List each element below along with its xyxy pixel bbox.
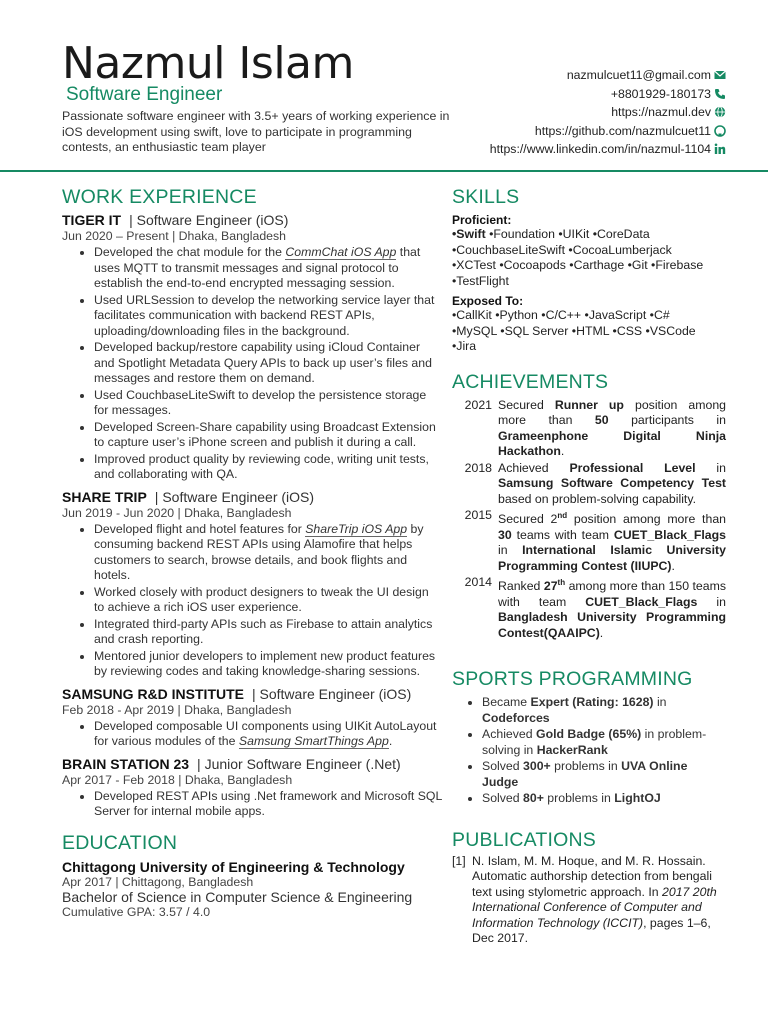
header-divider <box>0 170 768 172</box>
sports-list <box>452 695 722 807</box>
sports-item: • Became Expert (Rating: 1628) in Codeforces <box>482 695 722 726</box>
achievement-item: 2014 Ranked 27th among more than 150 teams with team CUET_Black_Flags in Bangladesh University Programming Contest(QAAIPC). <box>452 575 726 642</box>
job-bullet: • Developed flight and hotel features for ShareTrip iOS App by consuming backend REST APIs using Alamofire that helps customers to search, browse details, and book flights and hotels. <box>94 522 442 584</box>
publication-item <box>452 854 724 947</box>
contact-block <box>490 66 726 159</box>
commchat-link[interactable]: CommChat iOS App <box>285 245 397 259</box>
job-title: | Software Engineer (iOS) <box>154 488 315 505</box>
candidate-name: Nazmul Islam <box>62 38 354 89</box>
skills-exposed-label: Exposed To: <box>452 294 524 308</box>
edu-school: Chittagong University of Engineering & Technology <box>62 858 405 875</box>
job-sharetrip <box>62 488 442 680</box>
website-text: https://nazmul.dev <box>611 105 711 119</box>
job-meta: Apr 2017 - Feb 2018 | Dhaka, Bangladesh <box>62 772 293 787</box>
contact-github[interactable] <box>490 122 726 141</box>
achievement-item: 2018 Achieved Professional Level in Samsung Software Competency Test based on problem-solving capability. <box>452 461 726 509</box>
skills-proficient-label: Proficient: <box>452 213 512 227</box>
skills-line: •TestFlight <box>452 273 509 288</box>
achievement-year: 2014 <box>464 575 492 590</box>
edu-degree: Bachelor of Science in Computer Science & Engineering <box>62 888 413 905</box>
achievement-item: 2015 Secured 2nd position among more than 30 teams with team CUET_Black_Flags in International Islamic University Programming Contest (IIUPC). <box>452 508 726 575</box>
right-column <box>452 186 728 947</box>
publications-heading: PUBLICATIONS <box>452 828 596 851</box>
contact-website[interactable] <box>490 103 726 122</box>
achievement-item: 2021 Secured Runner up position among more than 50 participants in Grameenphone Digital Ninja Hackathon. <box>452 398 726 461</box>
job-company: BRAIN STATION 23 <box>62 755 190 772</box>
job-samsung <box>62 685 442 750</box>
contact-linkedin[interactable] <box>490 140 726 159</box>
skills-line: •XCTest •Cocoapods •Carthage •Git •Firebase <box>452 258 704 272</box>
job-bullet: • Developed Screen-Share capability using Broadcast Extension to capture user’s iPhone screen and publish it during a call. <box>94 420 442 451</box>
job-bullet: • Worked closely with product designers to tweak the UI design to achieve a rich iOS user experience. <box>94 585 442 616</box>
job-meta: Jun 2019 - Jun 2020 | Dhaka, Bangladesh <box>62 505 292 520</box>
job-tigerit <box>62 211 442 483</box>
left-column <box>62 186 442 919</box>
sports-item: • Achieved Gold Badge (65%) in problem-solving in HackerRank <box>482 727 722 758</box>
github-icon <box>714 125 726 137</box>
job-bullet: • Improved product quality by reviewing code, writing unit tests, and collaborating with QA. <box>94 452 442 483</box>
skills-line: •CouchbaseLiteSwift •CocoaLumberjack <box>452 242 672 257</box>
envelope-icon <box>714 69 726 81</box>
skills-line: •MySQL •SQL Server •HTML •CSS •VSCode <box>452 323 696 338</box>
skills-heading: SKILLS <box>452 186 520 208</box>
smartthings-link[interactable]: Samsung SmartThings App <box>238 734 389 748</box>
job-brainstation <box>62 755 442 820</box>
job-company: SAMSUNG R&D INSTITUTE <box>62 685 244 702</box>
achievement-year: 2021 <box>464 397 492 412</box>
job-title: | Software Engineer (iOS) <box>252 685 412 702</box>
summary-text: Passionate software engineer with 3.5+ years of working experience in iOS development using swift, love to participate in programming contests, an enthusiastic team player <box>62 109 450 154</box>
job-bullet: • Used CouchbaseLiteSwift to develop the persistence storage for messages. <box>94 388 442 419</box>
job-bullet: • Developed REST APIs using .Net framework and Microsoft SQL Server for internal mobile apps. <box>94 789 442 820</box>
contact-email[interactable] <box>490 66 726 85</box>
achievements-heading: ACHIEVEMENTS <box>452 370 609 393</box>
email-text: nazmulcuet11@gmail.com <box>566 68 711 82</box>
job-company: TIGER IT <box>62 212 122 228</box>
skills-line: •Swift •Foundation •UIKit •CoreData <box>452 227 650 241</box>
job-bullet: • Integrated third-party APIs such as Firebase to attain analytics and crash reporting. <box>94 617 442 648</box>
sports-item: • Solved 80+ problems in LightOJ <box>482 791 722 807</box>
candidate-role: Software Engineer <box>66 84 223 105</box>
job-meta: Jun 2020 – Present | Dhaka, Bangladesh <box>62 229 287 243</box>
job-title: | Junior Software Engineer (.Net) <box>197 755 401 772</box>
skills-line: •Jira <box>452 339 477 353</box>
sports-item: • Solved 300+ problems in UVA Online Judge <box>482 759 722 790</box>
achievements-list <box>452 398 726 643</box>
edu-meta: Apr 2017 | Chittagong, Bangladesh <box>62 874 254 889</box>
job-meta: Feb 2018 - Apr 2019 | Dhaka, Bangladesh <box>62 702 292 717</box>
edu-gpa: Cumulative GPA: 3.57 / 4.0 <box>62 904 211 919</box>
linkedin-icon <box>714 143 726 155</box>
skills-line: •CallKit •Python •C/C++ •JavaScript •C# <box>452 308 670 322</box>
education-heading: EDUCATION <box>62 831 178 854</box>
sports-heading: SPORTS PROGRAMMING <box>452 668 693 691</box>
contact-phone[interactable] <box>490 85 726 104</box>
job-company: SHARE TRIP <box>62 488 147 505</box>
job-bullet: • Developed the chat module for the CommChat iOS App that uses MQTT to transmit messages and signal protocol to establish the end-to-end encrypted messaging session. <box>94 245 442 292</box>
job-bullet: • Mentored junior developers to implement new product features by reviewing codes and taking knowledge-sharing sessions. <box>94 649 442 680</box>
phone-icon <box>714 88 726 100</box>
achievement-year: 2018 <box>464 460 492 475</box>
achievement-year: 2015 <box>464 508 492 522</box>
github-text: https://github.com/nazmulcuet11 <box>534 123 711 138</box>
publication-text: N. Islam, M. M. Hoque, and M. R. Hossain. Automatic authorship detection from bengali text using stylometric approach. In 2017 20th International Conference of Computer and Information Technology (ICCIT), pages 1–6, Dec 2017. <box>472 853 717 946</box>
job-bullet: • Used URLSession to develop the networking service layer that facilitates communication with backend REST APIs, uploading/downloading files in the background. <box>94 293 442 340</box>
linkedin-text: https://www.linkedin.com/in/nazmul-1104 <box>489 142 711 156</box>
work-heading: WORK EXPERIENCE <box>62 186 257 208</box>
job-bullet: • Developed composable UI components using UIKit AutoLayout for various modules of the Samsung SmartThings App. <box>94 719 442 750</box>
publication-number: [1] <box>452 853 466 868</box>
phone-text: +8801929-180173 <box>610 86 711 101</box>
job-bullet: • Developed backup/restore capability using iCloud Container and Spotlight Metadata Query APIs to back up user’s files and messages and restore them on demand. <box>94 340 442 387</box>
sharetrip-link[interactable]: ShareTrip iOS App <box>305 521 408 536</box>
globe-icon <box>714 106 726 118</box>
job-title: | Software Engineer (iOS) <box>129 212 289 228</box>
